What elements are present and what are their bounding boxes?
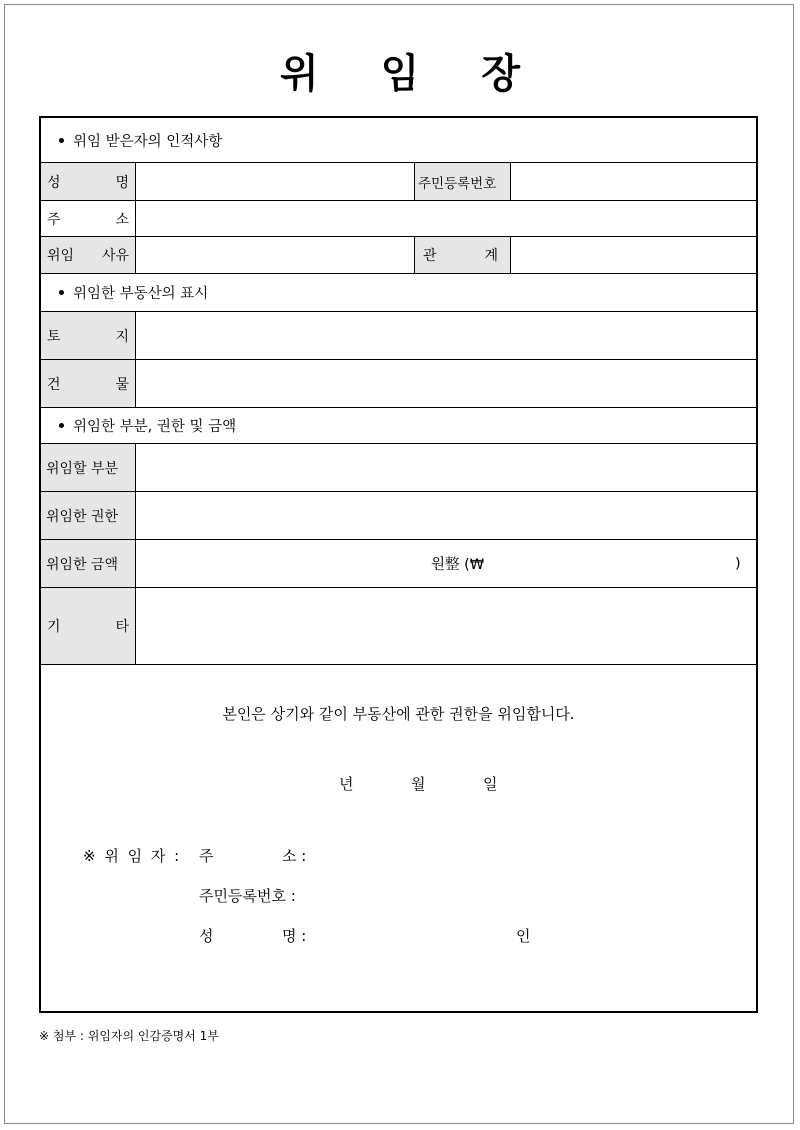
field-part[interactable]	[136, 444, 756, 491]
label-land: 토 지	[41, 312, 136, 359]
field-etc[interactable]	[136, 588, 756, 664]
field-building[interactable]	[136, 360, 756, 407]
row-amount	[41, 540, 756, 588]
seal-label: 인	[516, 927, 531, 945]
delegator-rrn-field[interactable]	[316, 880, 736, 906]
row-land	[41, 312, 756, 360]
delegator-rrn-label: 주민등록번호 :	[199, 887, 296, 905]
date-year-label: 년	[339, 775, 354, 793]
delegator-heading: ※ 위 임 자 :	[83, 847, 182, 865]
bullet-icon	[59, 423, 64, 428]
document-title	[0, 42, 800, 99]
field-agent-name[interactable]	[136, 163, 414, 200]
delegator-address-label-a: 주	[199, 847, 214, 865]
row-part	[41, 444, 756, 492]
title-char-1: 위	[280, 51, 381, 97]
date-day-label: 일	[483, 775, 498, 793]
field-agent-relation[interactable]	[511, 237, 756, 273]
delegator-address-label-b: 소 :	[282, 847, 307, 865]
row-agent-reason	[41, 237, 756, 274]
bullet-icon	[59, 290, 64, 295]
row-agent-address	[41, 201, 756, 237]
delegator-name-label-a: 성	[199, 927, 214, 945]
section-agent-header	[41, 118, 756, 163]
label-etc: 기 타	[41, 588, 136, 664]
amount-unit-text: 원整 (₩	[431, 557, 485, 573]
label-address: 주 소	[41, 201, 136, 236]
section-agent-title: 위임 받은자의 인적사항	[73, 133, 223, 150]
label-rrn: 주민등록번호	[414, 163, 511, 200]
delegator-address-field[interactable]	[316, 840, 736, 866]
label-right: 위임한 권한	[41, 492, 136, 539]
label-relation: 관 계	[414, 237, 511, 273]
title-char-2: 임	[380, 51, 482, 97]
delegation-form	[39, 116, 758, 1013]
row-right	[41, 492, 756, 540]
delegation-statement: 본인은 상기와 같이 부동산에 관한 권한을 위임합니다.	[222, 705, 575, 723]
bullet-icon	[59, 138, 64, 143]
section-scope-title: 위임한 부분, 권한 및 금액	[73, 419, 237, 435]
row-building	[41, 360, 756, 408]
field-agent-address[interactable]	[136, 201, 756, 236]
field-land[interactable]	[136, 312, 756, 359]
delegator-name-label-b: 명 :	[282, 927, 307, 945]
label-building: 건 물	[41, 360, 136, 407]
section-scope-header	[41, 408, 756, 444]
title-char-3: 장	[481, 51, 582, 97]
date-month-label: 월	[411, 775, 426, 793]
attachment-footnote: ※ 첨부 : 위임자의 인감증명서 1부	[39, 1029, 219, 1043]
label-amount: 위임한 금액	[41, 540, 136, 587]
label-name: 성 명	[41, 163, 136, 200]
amount-close-paren: )	[735, 555, 741, 572]
delegator-name-field[interactable]	[316, 920, 506, 946]
field-agent-reason[interactable]	[136, 237, 414, 273]
field-right[interactable]	[136, 492, 756, 539]
row-agent-name	[41, 163, 756, 201]
field-agent-rrn[interactable]	[511, 163, 756, 200]
section-property-header	[41, 274, 756, 312]
label-reason: 위임 사유	[41, 237, 136, 273]
label-part: 위임할 부분	[41, 444, 136, 491]
section-property-title: 위임한 부동산의 표시	[73, 286, 209, 302]
row-etc	[41, 588, 756, 665]
